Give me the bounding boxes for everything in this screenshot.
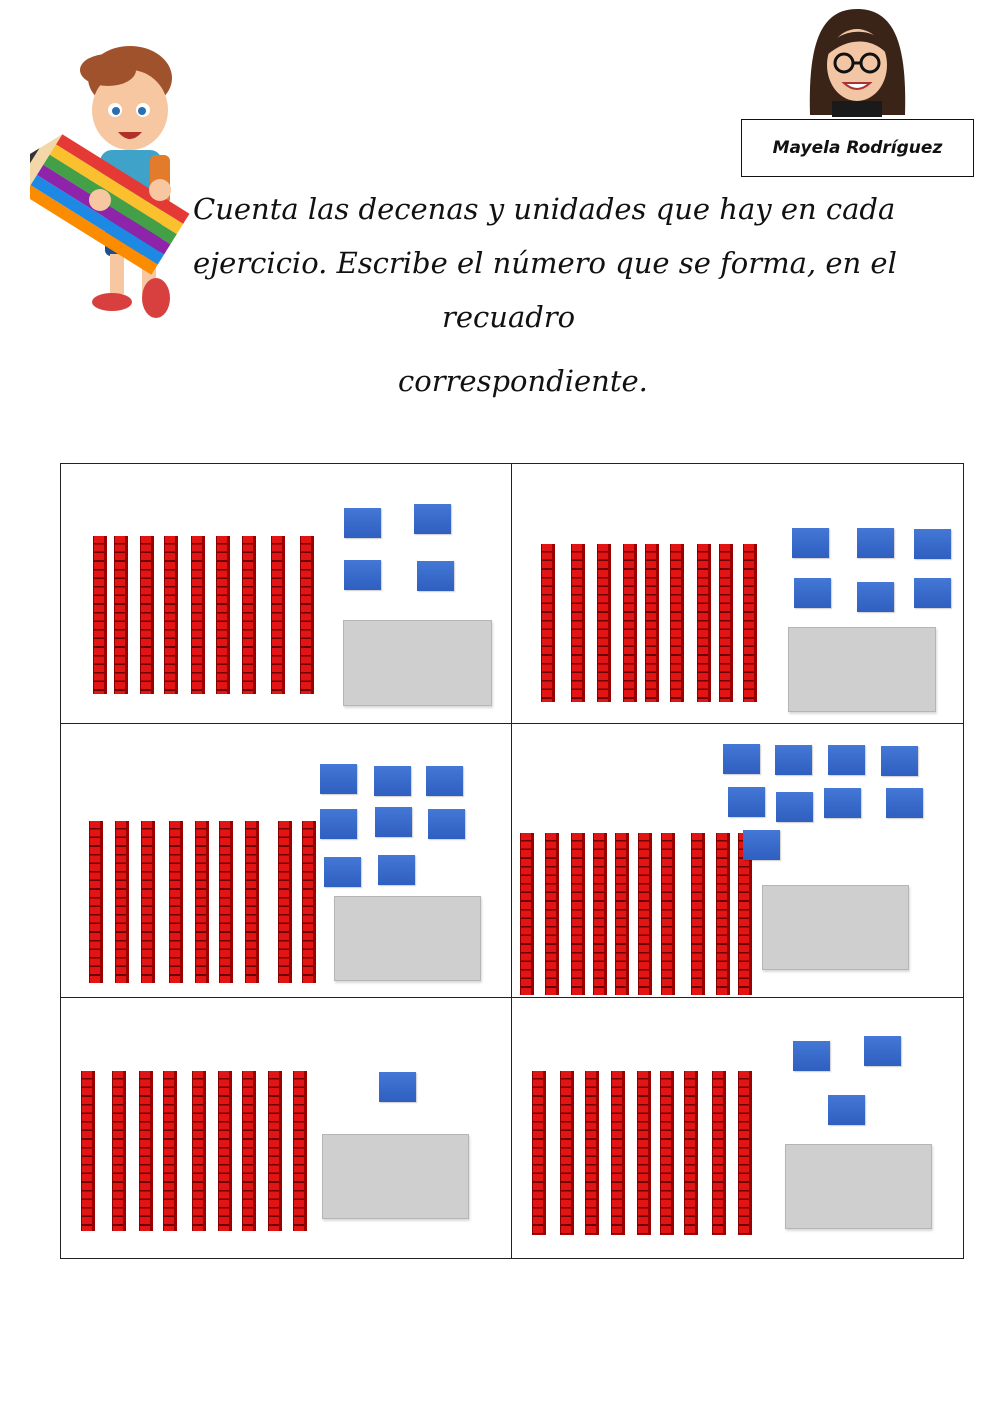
instruction-line-2: ejercicio. Escribe el número que se forma, en el (193, 246, 897, 280)
unit-cube (426, 766, 463, 796)
ten-rod (541, 544, 555, 702)
unit-cube (428, 809, 465, 839)
unit-cube (824, 788, 861, 818)
unit-cube (864, 1036, 901, 1066)
ten-rod (300, 536, 314, 694)
author-name-box (741, 119, 974, 177)
ten-rod (597, 544, 611, 702)
unit-cube (324, 857, 361, 887)
ten-rod (278, 821, 292, 983)
ten-rod (615, 833, 629, 995)
ten-rod (302, 821, 316, 983)
ten-rod (89, 821, 103, 983)
unit-cube (320, 809, 357, 839)
grid-divider (60, 723, 964, 724)
unit-cube (886, 788, 923, 818)
unit-cube (723, 744, 760, 774)
ten-rod (293, 1071, 307, 1231)
unit-cube (857, 528, 894, 558)
unit-cube (374, 766, 411, 796)
unit-cube (793, 1041, 830, 1071)
unit-cube (914, 578, 951, 608)
unit-cube (776, 792, 813, 822)
ten-rod (611, 1071, 625, 1235)
boy-with-pencils-illustration (30, 40, 200, 330)
unit-cube (379, 1072, 416, 1102)
ten-rod (242, 536, 256, 694)
ten-rod (593, 833, 607, 995)
answer-box[interactable] (343, 620, 492, 706)
unit-cube (775, 745, 812, 775)
grid-divider (511, 463, 512, 1259)
ten-rod (560, 1071, 574, 1235)
ten-rod (645, 544, 659, 702)
answer-box[interactable] (322, 1134, 469, 1219)
unit-cube (344, 508, 381, 538)
ten-rod (545, 833, 559, 995)
grid-divider (60, 997, 964, 998)
ten-rod (245, 821, 259, 983)
ten-rod (712, 1071, 726, 1235)
ten-rod (93, 536, 107, 694)
unit-cube (728, 787, 765, 817)
ten-rod (660, 1071, 674, 1235)
answer-box[interactable] (334, 896, 481, 981)
ten-rod (571, 544, 585, 702)
author-avatar (800, 5, 915, 117)
ten-rod (585, 1071, 599, 1235)
ten-rod (218, 1071, 232, 1231)
unit-cube (857, 582, 894, 612)
author-name: Mayela Rodríguez (772, 138, 943, 158)
ten-rod (670, 544, 684, 702)
ten-rod (697, 544, 711, 702)
ten-rod (216, 536, 230, 694)
ten-rod (192, 1071, 206, 1231)
ten-rod (163, 1071, 177, 1231)
ten-rod (114, 536, 128, 694)
ten-rod (661, 833, 675, 995)
unit-cube (828, 1095, 865, 1125)
ten-rod (112, 1071, 126, 1231)
ten-rod (242, 1071, 256, 1231)
unit-cube (792, 528, 829, 558)
ten-rod (115, 821, 129, 983)
instruction-line-3: recuadro (442, 300, 576, 334)
ten-rod (139, 1071, 153, 1231)
ten-rod (219, 821, 233, 983)
unit-cube (794, 578, 831, 608)
unit-cube (414, 504, 451, 534)
ten-rod (738, 1071, 752, 1235)
ten-rod (743, 544, 757, 702)
ten-rod (637, 1071, 651, 1235)
unit-cube (320, 764, 357, 794)
unit-cube (375, 807, 412, 837)
ten-rod (195, 821, 209, 983)
ten-rod (532, 1071, 546, 1235)
ten-rod (719, 544, 733, 702)
unit-cube (378, 855, 415, 885)
unit-cube (743, 830, 780, 860)
unit-cube (344, 560, 381, 590)
instruction-line-1: Cuenta las decenas y unidades que hay en cada (193, 192, 896, 226)
ten-rod (571, 833, 585, 995)
ten-rod (623, 544, 637, 702)
answer-box[interactable] (762, 885, 909, 970)
ten-rod (520, 833, 534, 995)
ten-rod (268, 1071, 282, 1231)
ten-rod (684, 1071, 698, 1235)
answer-box[interactable] (785, 1144, 932, 1229)
ten-rod (691, 833, 705, 995)
ten-rod (271, 536, 285, 694)
ten-rod (191, 536, 205, 694)
answer-box[interactable] (788, 627, 936, 712)
instruction-line-4: correspondiente. (398, 364, 648, 398)
unit-cube (417, 561, 454, 591)
ten-rod (716, 833, 730, 995)
ten-rod (140, 536, 154, 694)
ten-rod (638, 833, 652, 995)
unit-cube (914, 529, 951, 559)
unit-cube (881, 746, 918, 776)
unit-cube (828, 745, 865, 775)
ten-rod (164, 536, 178, 694)
ten-rod (141, 821, 155, 983)
ten-rod (81, 1071, 95, 1231)
ten-rod (169, 821, 183, 983)
